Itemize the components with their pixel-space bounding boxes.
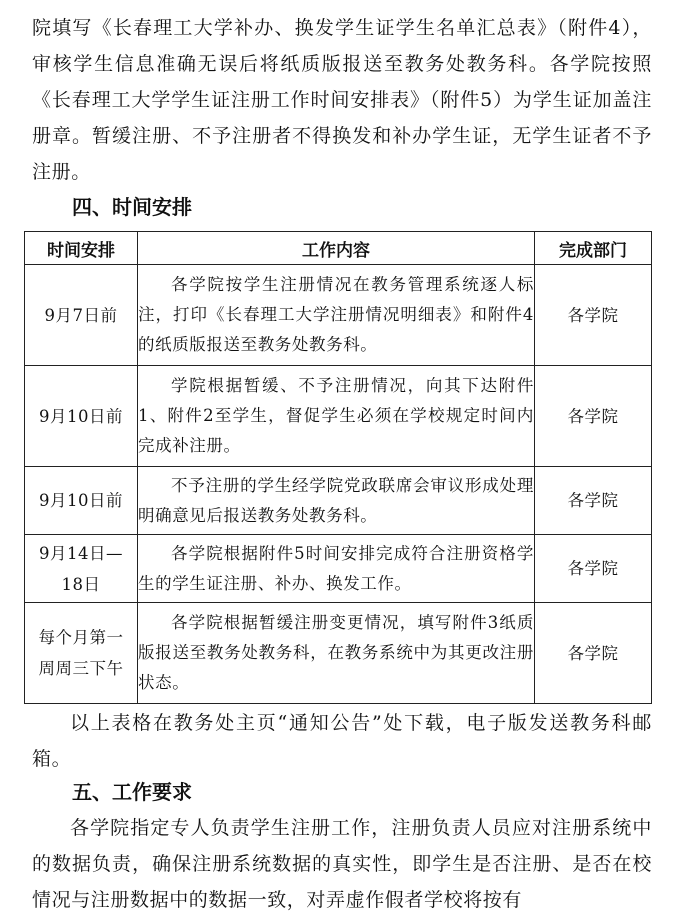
- row-time: 9月10日前: [25, 366, 138, 467]
- row-dept: 各学院: [535, 603, 652, 704]
- row-dept: 各学院: [535, 265, 652, 366]
- section-four-heading: 四、时间安排: [72, 195, 192, 219]
- row-content: 各学院根据附件5时间安排完成符合注册资格学生的学生证注册、补办、换发工作。: [138, 535, 535, 603]
- table-row: [25, 265, 652, 366]
- row-content: 各学院根据暂缓注册变更情况，填写附件3纸质版报送至教务处教务科，在教务系统中为其更改注册状态。: [138, 603, 535, 704]
- schedule-table: [24, 231, 652, 704]
- table-header-row: [25, 232, 652, 265]
- table-note: 以上表格在教务处主页“通知公告”处下载，电子版发送教务科邮箱。: [32, 712, 652, 770]
- row-dept: 各学院: [535, 467, 652, 535]
- row-time: 每个月第一周周三下午: [25, 603, 138, 704]
- row-content: 各学院按学生注册情况在教务管理系统逐人标注，打印《长春理工大学注册情况明细表》和附件4的纸质版报送至教务处教务科。: [138, 265, 535, 366]
- row-time: 9月7日前: [25, 265, 138, 366]
- intro-paragraph: 院填写《长春理工大学补办、换发学生证学生名单汇总表》（附件4），审核学生信息准确无误后将纸质版报送至教务处教务科。各学院按照《长春理工大学学生证注册工作时间安排表》（附件5）为学生证加盖注册章。暂缓注册、不予注册者不得换发和补办学生证，无学生证者不予注册。: [32, 17, 652, 183]
- row-time: 9月14日—18日: [25, 535, 138, 603]
- row-content: 学院根据暂缓、不予注册情况，向其下达附件1、附件2至学生，督促学生必须在学校规定时间内完成补注册。: [138, 366, 535, 467]
- table-row: [25, 467, 652, 535]
- row-time: 9月10日前: [25, 467, 138, 535]
- table-row: [25, 535, 652, 603]
- header-dept: 完成部门: [535, 232, 652, 265]
- row-dept: 各学院: [535, 535, 652, 603]
- row-content: 不予注册的学生经学院党政联席会审议形成处理明确意见后报送教务处教务科。: [138, 467, 535, 535]
- row-dept: 各学院: [535, 366, 652, 467]
- section-five-heading: 五、工作要求: [72, 780, 192, 804]
- header-content: 工作内容: [138, 232, 535, 265]
- table-row: [25, 603, 652, 704]
- table-row: [25, 366, 652, 467]
- section-five-paragraph: 各学院指定专人负责学生注册工作，注册负责人员应对注册系统中的数据负责，确保注册系统数据的真实性，即学生是否注册、是否在校情况与注册数据中的数据一致，对弄虚作假者学校将按有: [32, 817, 652, 911]
- header-time: 时间安排: [25, 232, 138, 265]
